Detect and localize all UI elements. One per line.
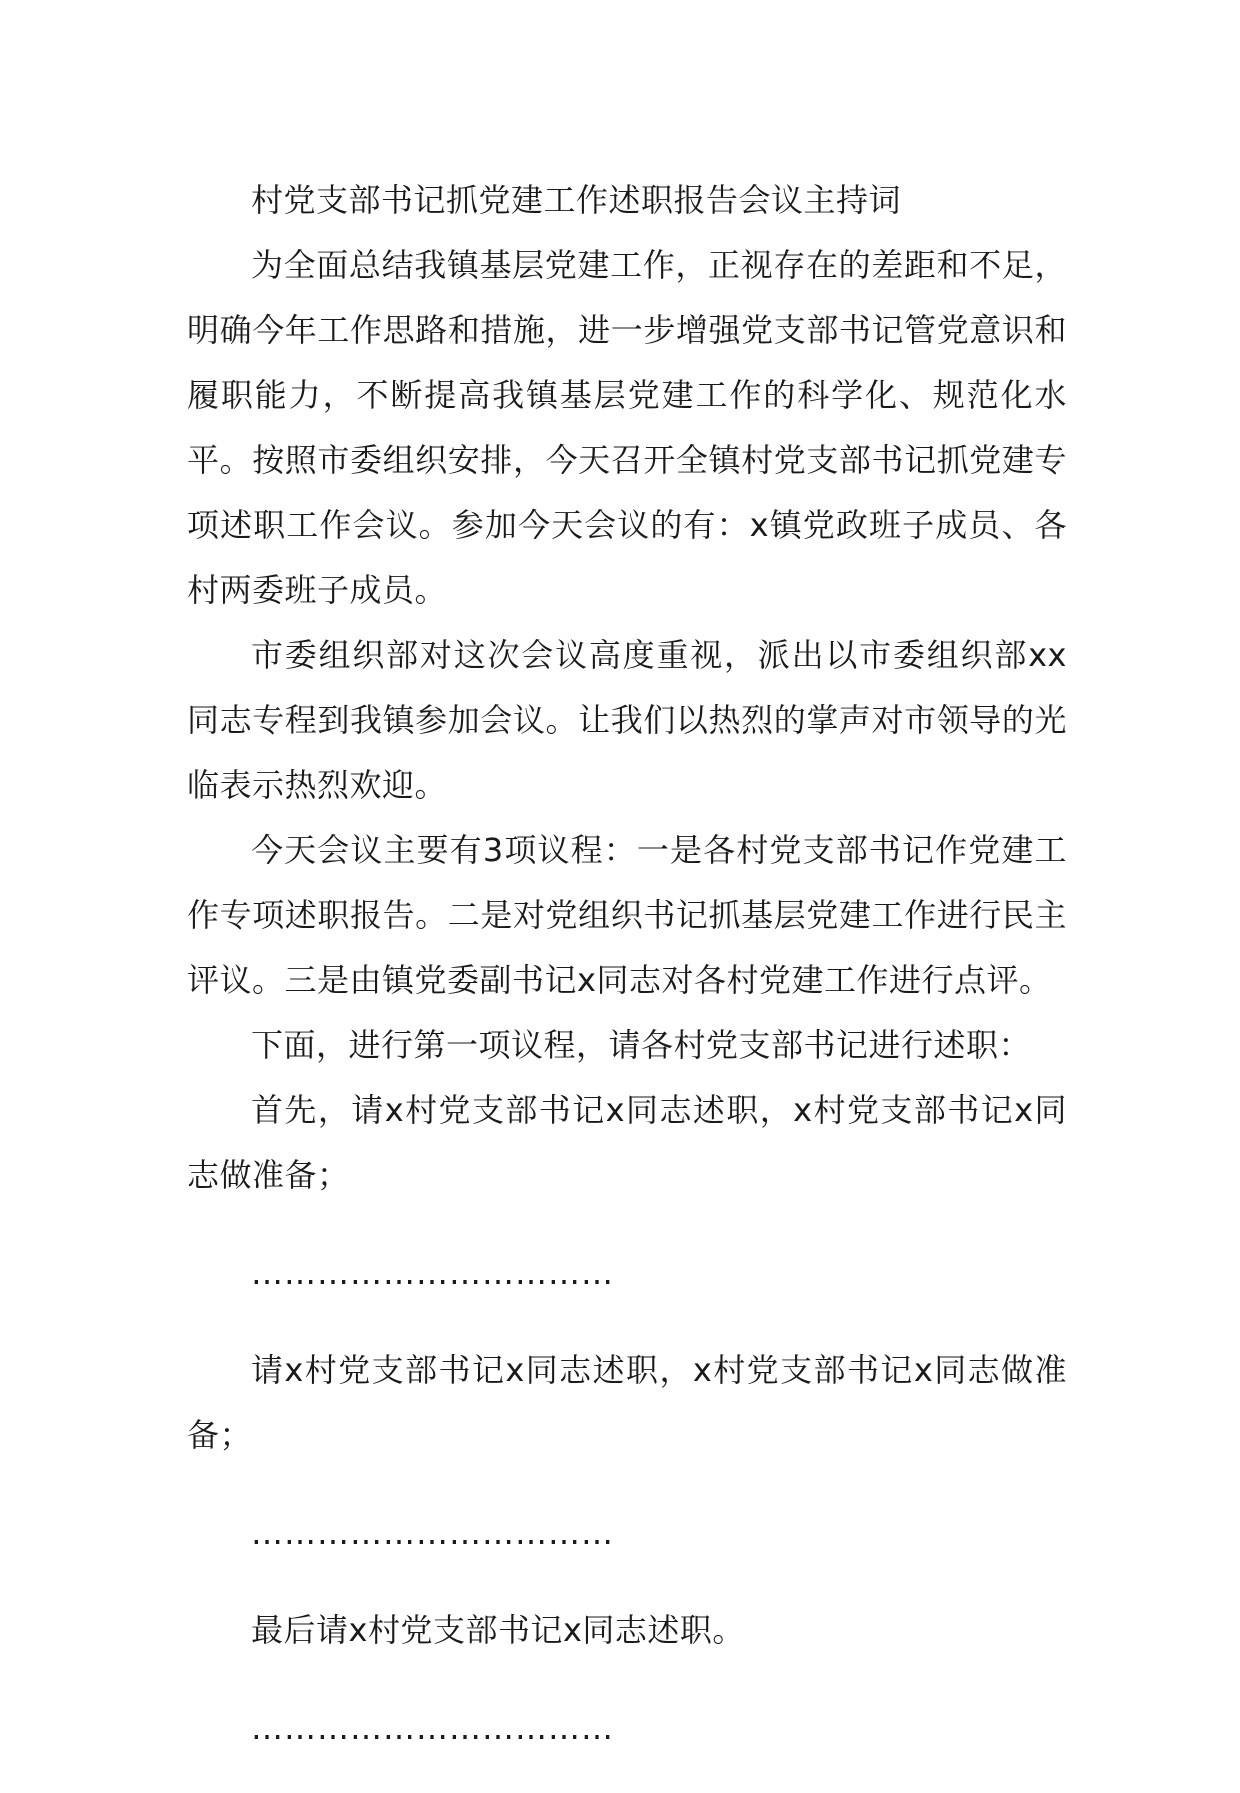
document-title: 村党支部书记抓党建工作述职报告会议主持词	[251, 181, 902, 219]
paragraph-next-speaker: 请x村党支部书记x同志述职，x村党支部书记x同志做准备；	[187, 1351, 1067, 1454]
paragraph-first-speaker: 首先，请x村党支部书记x同志述职，x村党支部书记x同志做准备；	[187, 1091, 1067, 1194]
paragraph-agenda: 今天会议主要有3项议程：一是各村党支部书记作党建工作专项述职报告。二是对党组织书记抓基层党建工作进行民主评议。三是由镇党委副书记x同志对各村党建工作进行点评。	[187, 831, 1067, 999]
paragraph-welcome: 市委组织部对这次会议高度重视，派出以市委组织部xx同志专程到我镇参加会议。让我们以热烈的掌声对市领导的光临表示热烈欢迎。	[187, 636, 1067, 804]
paragraph-intro: 为全面总结我镇基层党建工作，正视存在的差距和不足，明确今年工作思路和措施，进一步增强党支部书记管党意识和履职能力，不断提高我镇基层党建工作的科学化、规范化水平。按照市委组织安排，今天召开全镇村党支部书记抓党建专项述职工作会议。参加今天会议的有：x镇党政班子成员、各村两委班子成员。	[187, 246, 1067, 609]
ellipsis-separator-2: ……………………………	[251, 1514, 614, 1552]
paragraph-last-speaker: 最后请x村党支部书记x同志述职。	[251, 1611, 745, 1649]
paragraph-first-item: 下面，进行第一项议程，请各村党支部书记进行述职：	[251, 1026, 1032, 1064]
ellipsis-separator-1: ……………………………	[251, 1254, 614, 1292]
document-body	[187, 168, 1067, 1793]
ellipsis-separator-3: ……………………………	[251, 1709, 614, 1747]
